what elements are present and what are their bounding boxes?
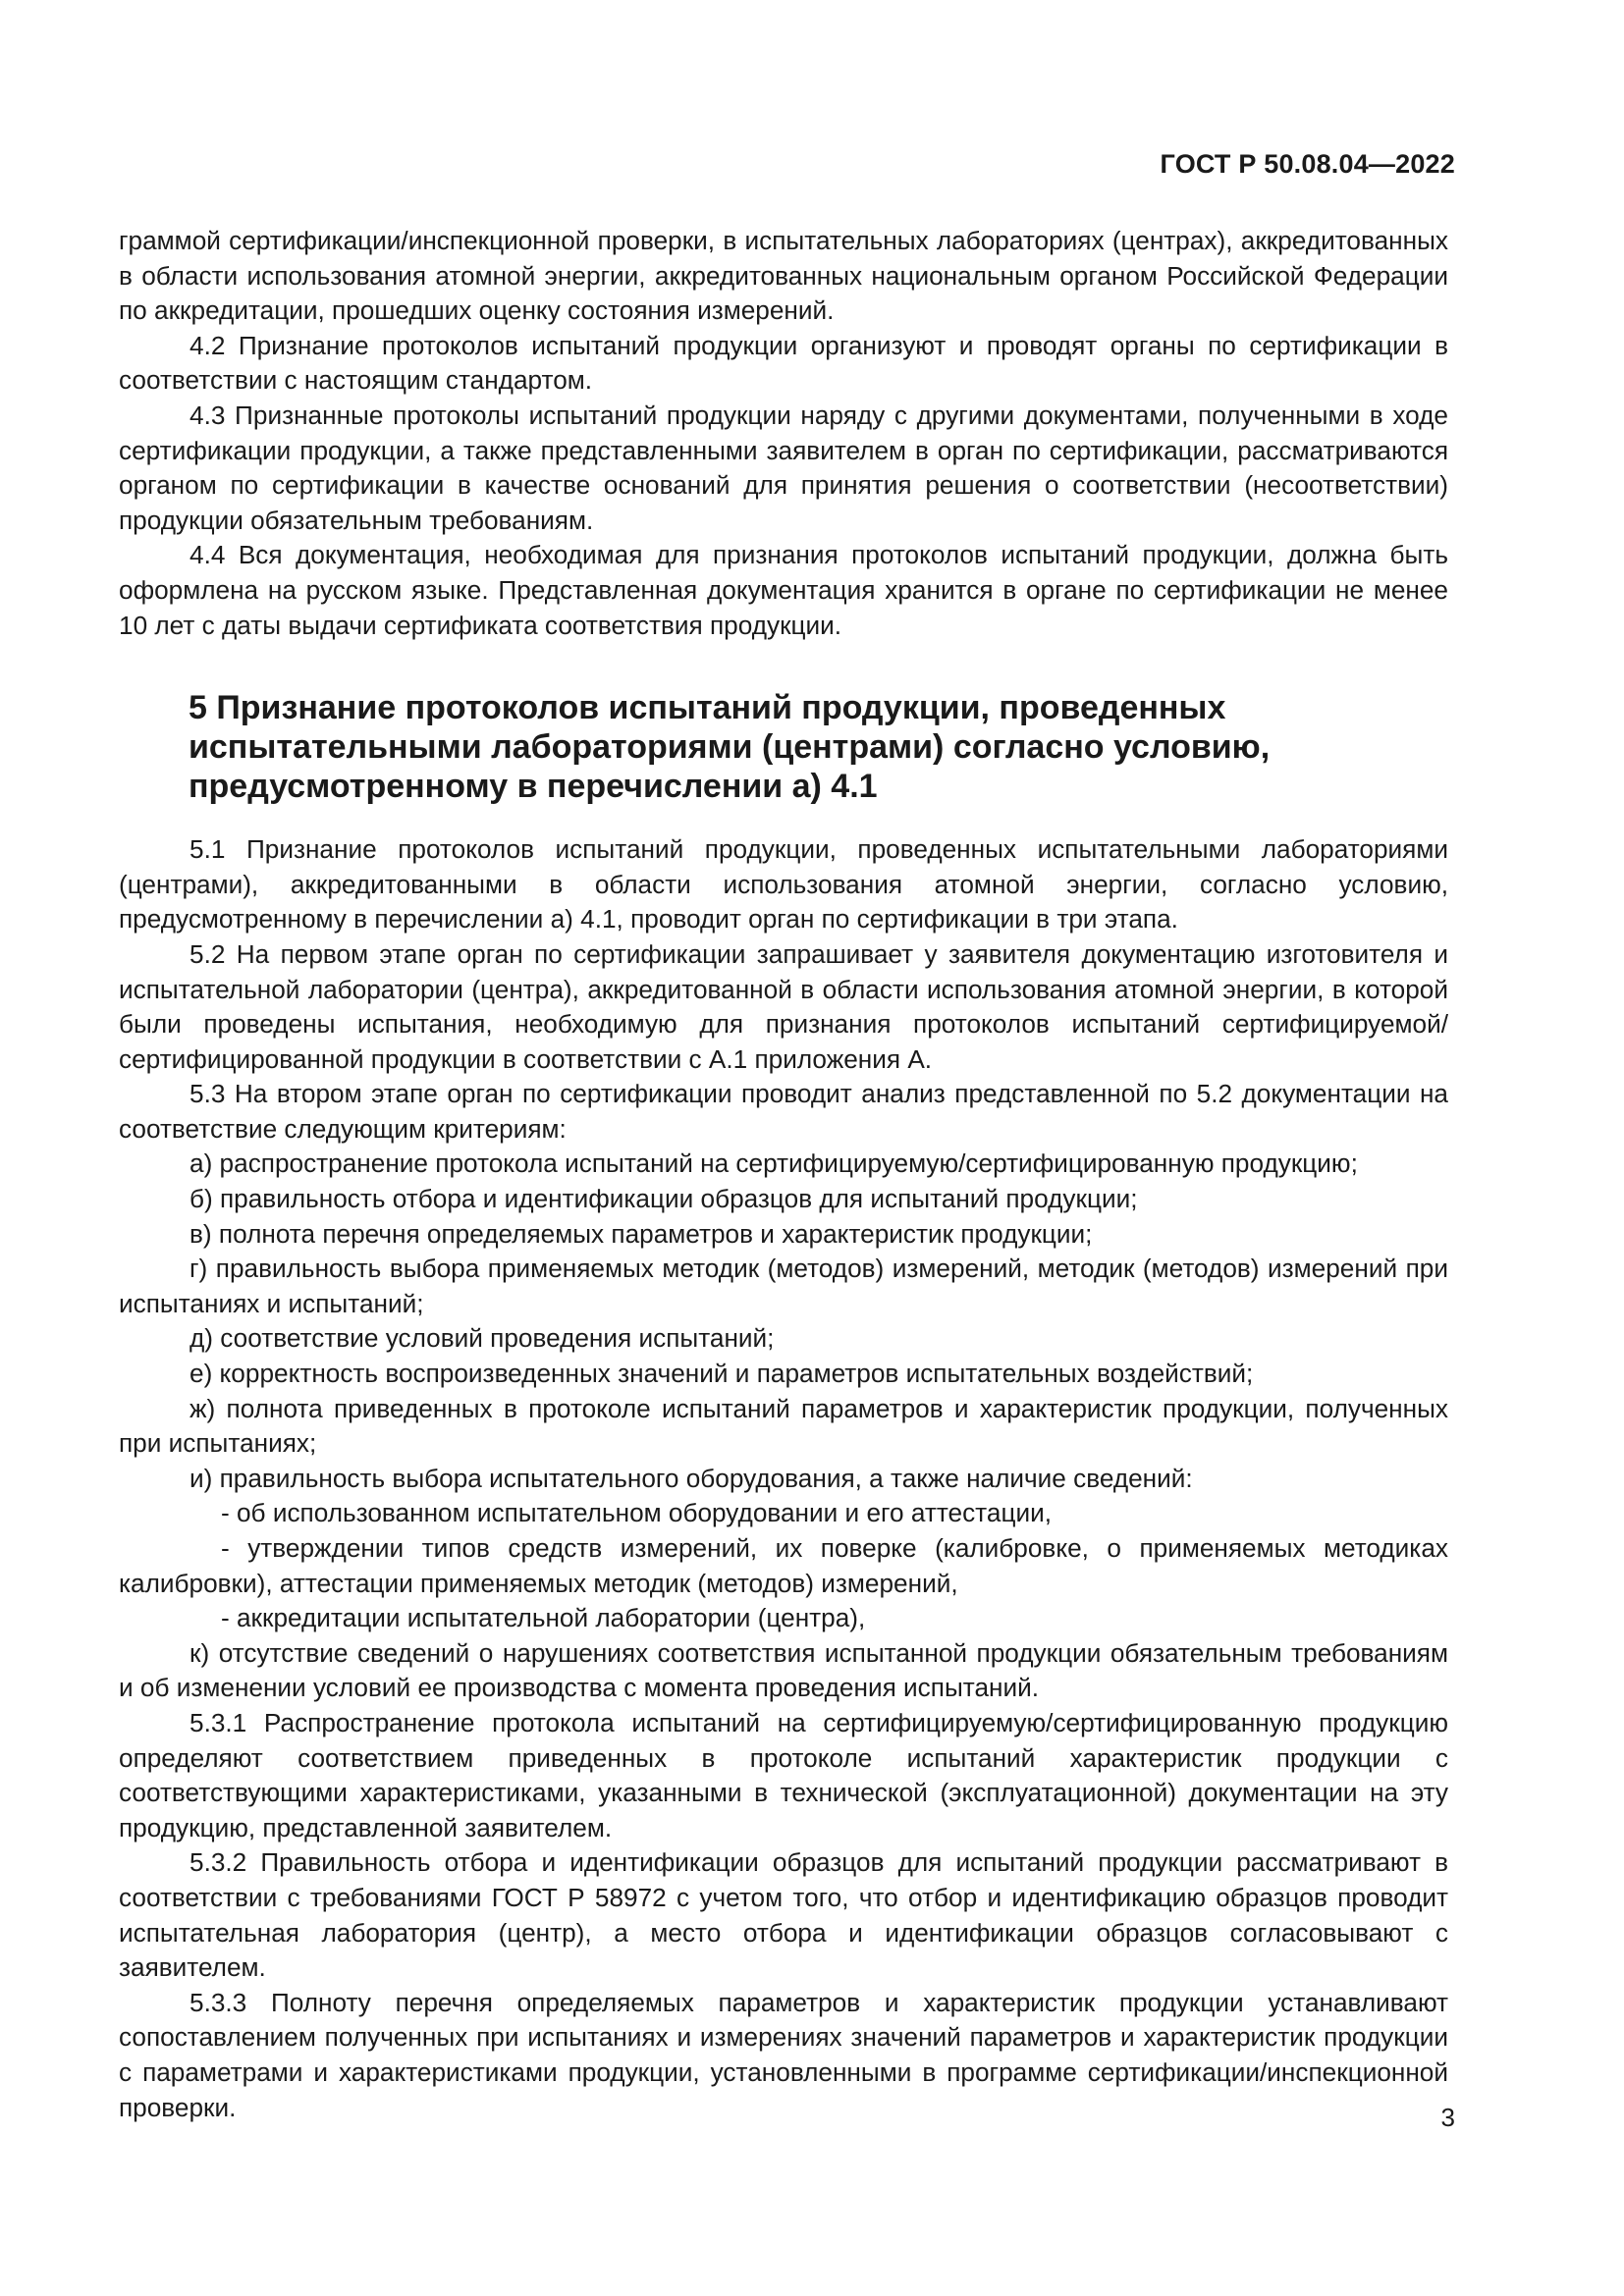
sub-list-item: - об использованном испытательном оборудовании и его аттестации,: [221, 1498, 1052, 1528]
paragraph-5-3: 5.3 На втором этапе орган по сертификации проводит анализ представленной по 5.2 документации на соответствие следующим критериям:: [119, 1079, 1448, 1144]
sub-list-item: - аккредитации испытательной лаборатории (центра),: [221, 1603, 866, 1633]
paragraph-4-2: 4.2 Признание протоколов испытаний продукции организуют и проводят органы по сертификации в соответствии с настоящим стандартом.: [119, 330, 1448, 396]
paragraph-5-3-2: 5.3.2 Правильность отбора и идентификации образцов для испытаний продукции рассматривают в соответствии с требованиями ГОСТ Р 58972 с учетом того, что отбор и идентификацию образцов проводит испытательная лаборатория (центр), а место отбора и идентификации образцов согласовывают с заявителем.: [119, 1847, 1448, 1983]
section-5-title: [189, 688, 1448, 806]
standard-header: ГОСТ Р 50.08.04—2022: [1160, 149, 1455, 179]
page-number: 3: [1440, 2103, 1455, 2132]
list-item-k: к) отсутствие сведений о нарушениях соответствия испытанной продукции обязательным требованиям и об изменении условий ее производства с момента проведения испытаний.: [119, 1637, 1448, 1703]
paragraph-5-3-3: 5.3.3 Полноту перечня определяемых параметров и характеристик продукции устанавливают сопоставлением полученных при испытаниях и измерениях значений параметров и характеристик продукции с параметрами и характеристиками продукции, установленными в программе сертификации/инспекционной проверки.: [119, 1987, 1448, 2122]
list-item-a: а) распространение протокола испытаний на сертифицируемую/сертифицированную продукцию;: [189, 1148, 1358, 1179]
section-title-line: предусмотренному в перечислении а) 4.1: [189, 768, 878, 806]
list-item-i: и) правильность выбора испытательного оборудования, а также наличие сведений:: [189, 1463, 1193, 1493]
sub-list-item: - утверждении типов средств измерений, их поверке (калибровке, о применяемых методиках калибровки), аттестации применяемых методик (методов) измерений,: [119, 1533, 1448, 1598]
paragraph-5-3-1: 5.3.1 Распространение протокола испытаний на сертифицируемую/сертифицированную продукцию определяют соответствием приведенных в протоколе испытаний характеристик продукции с соответствующими характеристиками, указанными в технической (эксплуатационной) документации на эту продукцию, представленной заявителем.: [119, 1707, 1448, 1842]
list-item-v: в) полнота перечня определяемых параметров и характеристик продукции;: [189, 1218, 1093, 1249]
paragraph-4-3: 4.3 Признанные протоколы испытаний продукции наряду с другими документами, полученными в ходе сертификации продукции, а также представленными заявителем в орган по сертификации, рассматриваются органом по сертификации в качестве оснований для принятия решения о соответствии (несоответствии) продукции обязательным требованиям.: [119, 400, 1448, 535]
paragraph-5-1: 5.1 Признание протоколов испытаний продукции, проведенных испытательными лабораториями (центрами), аккредитованными в области использования атомной энергии, согласно условию, предусмотренному в перечислении а) 4.1, проводит орган по сертификации в три этапа.: [119, 834, 1448, 934]
list-item-g: г) правильность выбора применяемых методик (методов) измерений, методик (методов) измерений при испытаниях и испытаний;: [119, 1254, 1448, 1318]
section-title-line: 5 Признание протоколов испытаний продукции, проведенных: [189, 689, 1226, 727]
section-title-line: испытательными лабораториями (центрами) согласно условию,: [189, 728, 1271, 767]
document-body: [119, 224, 1448, 2125]
list-item-zh: ж) полнота приведенных в протоколе испытаний параметров и характеристик продукции, полученных при испытаниях;: [119, 1393, 1448, 1459]
list-item-e: е) корректность воспроизведенных значений и параметров испытательных воздействий;: [189, 1359, 1254, 1389]
list-item-d: д) соответствие условий проведения испытаний;: [189, 1323, 775, 1354]
list-item-b: б) правильность отбора и идентификации образцов для испытаний продукции;: [189, 1184, 1138, 1214]
paragraph-4-4: 4.4 Вся документация, необходимая для признания протоколов испытаний продукции, должна быть оформлена на русском языке. Представленная документация хранится в органе по сертификации не менее 10 лет с даты выдачи сертификата соответствия продукции.: [119, 540, 1448, 640]
paragraph-5-2: 5.2 На первом этапе орган по сертификации запрашивает у заявителя документацию изготовителя и испытательной лаборатории (центра), аккредитованной в области использования атомной энергии, в которой были проведены испытания, необходимую для признания протоколов испытаний сертифицируемой/сертифицированной продукции в соответствии с А.1 приложения А.: [119, 938, 1448, 1074]
paragraph-continuation: граммой сертификации/инспекционной проверки, в испытательных лабораториях (центрах), аккредитованных в области использования атомной энергии, аккредитованных национальным органом Российской Федерации по аккредитации, прошедших оценку состояния измерений.: [119, 226, 1448, 326]
